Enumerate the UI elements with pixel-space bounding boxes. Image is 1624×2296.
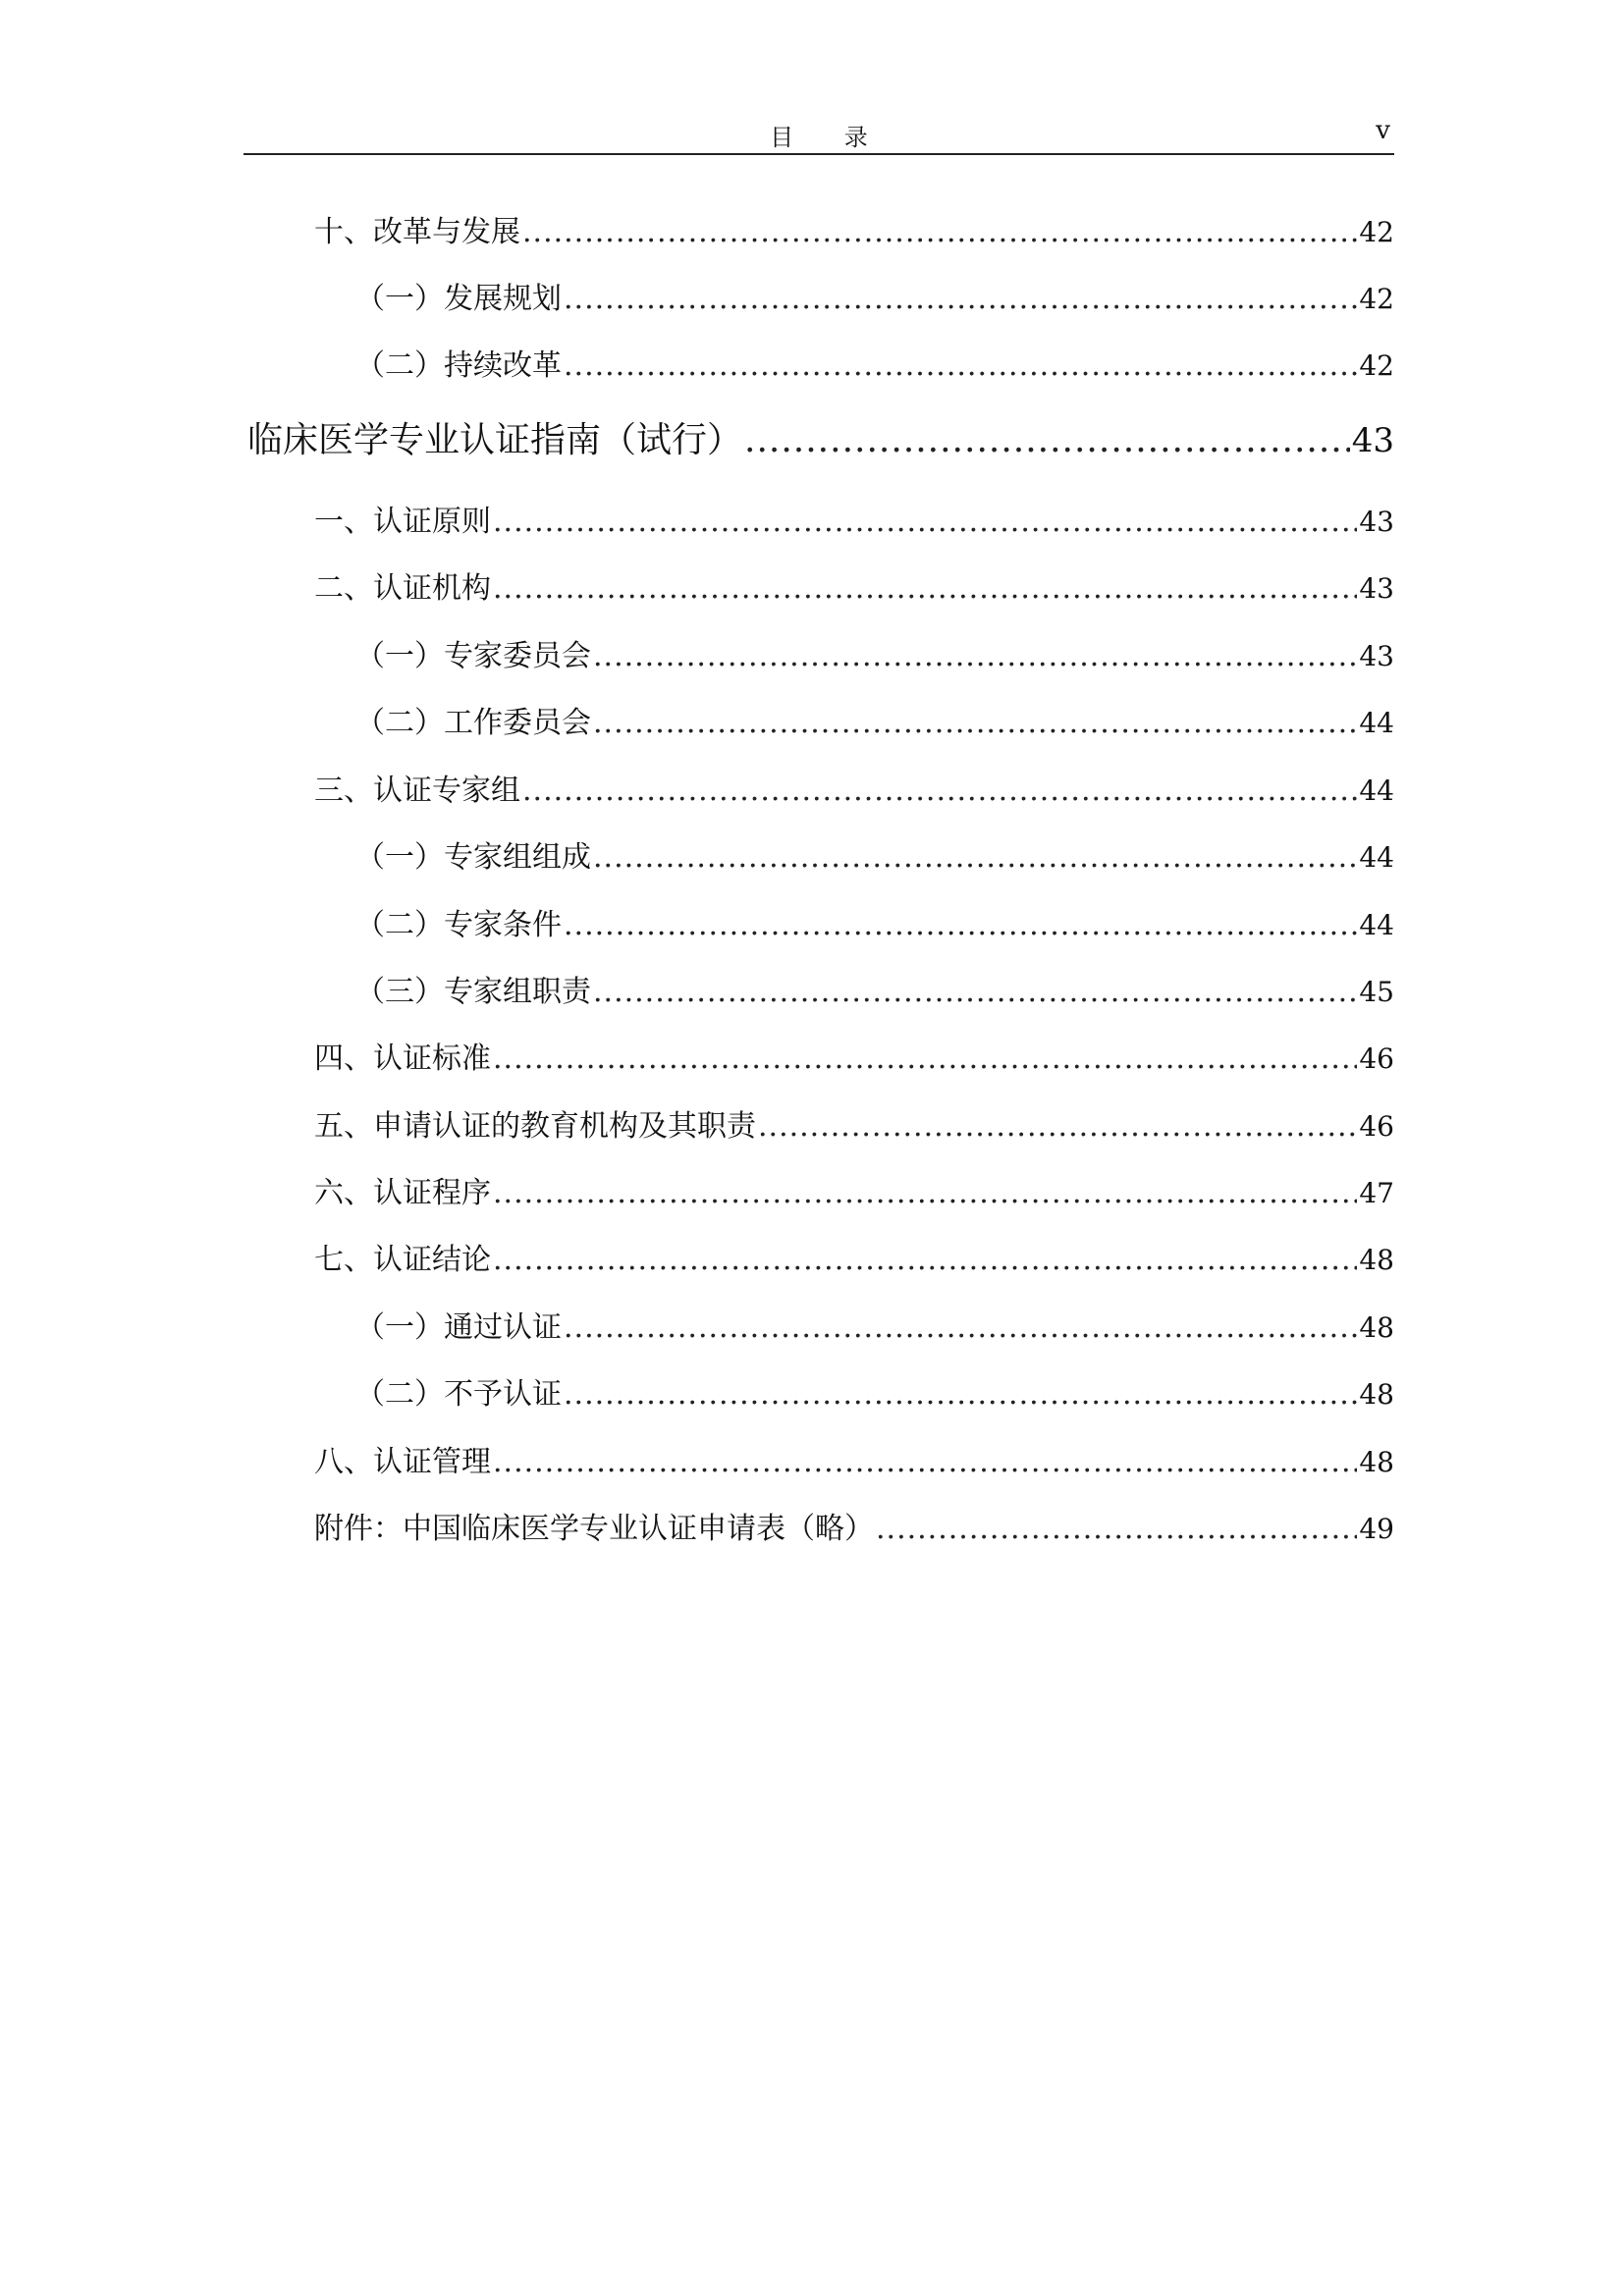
toc-entry-label: 十、改革与发展 bbox=[314, 215, 520, 249]
dot-leader bbox=[593, 704, 1357, 743]
toc-entry-page: 42 bbox=[1359, 216, 1394, 248]
dot-leader bbox=[493, 1174, 1357, 1213]
toc-entry-page: 43 bbox=[1351, 421, 1394, 460]
toc-entry-label: （三）专家组职责 bbox=[355, 975, 591, 1009]
toc-entry-page: 44 bbox=[1359, 909, 1394, 941]
toc-entry[interactable] bbox=[355, 280, 1394, 319]
dot-leader bbox=[493, 1443, 1357, 1482]
dot-leader bbox=[593, 838, 1357, 878]
toc-entry-page: 46 bbox=[1359, 1110, 1394, 1143]
toc-entry[interactable] bbox=[355, 906, 1394, 945]
toc-entry-label: （一）发展规划 bbox=[355, 282, 562, 316]
toc-entry[interactable] bbox=[314, 1040, 1394, 1079]
toc-entry[interactable] bbox=[314, 503, 1394, 542]
toc-entry-page: 43 bbox=[1359, 506, 1394, 538]
header-title: 目 录 bbox=[770, 124, 890, 151]
toc-entry[interactable] bbox=[247, 421, 1394, 460]
toc-entry-label: 一、认证原则 bbox=[314, 505, 491, 539]
toc-entry-page: 44 bbox=[1359, 841, 1394, 874]
toc-entry-page: 48 bbox=[1359, 1378, 1394, 1411]
toc-entry-label: （一）通过认证 bbox=[355, 1310, 562, 1345]
toc-entry-label: 七、认证结论 bbox=[314, 1243, 491, 1277]
dot-leader bbox=[522, 772, 1357, 811]
toc-entry-label: （二）工作委员会 bbox=[355, 706, 591, 740]
dot-leader bbox=[758, 1107, 1357, 1147]
dot-leader bbox=[564, 347, 1357, 386]
dot-leader bbox=[876, 1510, 1357, 1549]
toc-entry-label: （一）专家委员会 bbox=[355, 639, 591, 673]
toc-entry[interactable] bbox=[314, 1107, 1394, 1147]
toc-entry-page: 46 bbox=[1359, 1042, 1394, 1075]
toc-entry-label: 八、认证管理 bbox=[314, 1445, 491, 1479]
toc-entry[interactable] bbox=[355, 973, 1394, 1012]
toc-entry-page: 49 bbox=[1359, 1513, 1394, 1545]
toc-entry-label: 五、申请认证的教育机构及其职责 bbox=[314, 1109, 756, 1144]
dot-leader bbox=[493, 1040, 1357, 1079]
toc-entry-label: 三、认证专家组 bbox=[314, 774, 520, 808]
dot-leader bbox=[564, 1308, 1357, 1348]
toc-entry[interactable] bbox=[314, 213, 1394, 252]
toc-entry[interactable] bbox=[355, 704, 1394, 743]
toc-entry-label: 六、认证程序 bbox=[314, 1176, 491, 1210]
toc-entry-label: （一）专家组组成 bbox=[355, 840, 591, 875]
dot-leader bbox=[493, 1241, 1357, 1280]
toc-entry[interactable] bbox=[314, 1510, 1394, 1549]
dot-leader bbox=[564, 906, 1357, 945]
toc-entry[interactable] bbox=[314, 569, 1394, 609]
toc-entry[interactable] bbox=[314, 772, 1394, 811]
toc-entry-page: 44 bbox=[1359, 774, 1394, 807]
toc-entry-label: 二、认证机构 bbox=[314, 571, 491, 606]
toc-entry-page: 43 bbox=[1359, 640, 1394, 672]
toc-entry-page: 48 bbox=[1359, 1446, 1394, 1478]
toc-entry-page: 43 bbox=[1359, 572, 1394, 605]
toc-entry[interactable] bbox=[314, 1443, 1394, 1482]
toc-entry[interactable] bbox=[314, 1241, 1394, 1280]
toc-entry[interactable] bbox=[355, 1308, 1394, 1348]
toc-entry-page: 42 bbox=[1359, 283, 1394, 315]
toc-entry-label: （二）不予认证 bbox=[355, 1377, 562, 1412]
toc-entry-label: 附件：中国临床医学专业认证申请表（略） bbox=[314, 1512, 874, 1546]
toc-entry[interactable] bbox=[355, 637, 1394, 676]
dot-leader bbox=[522, 213, 1357, 252]
dot-leader bbox=[493, 503, 1357, 542]
toc-entry-page: 48 bbox=[1359, 1244, 1394, 1276]
header-page-number: v bbox=[1376, 116, 1390, 145]
toc-entry[interactable] bbox=[355, 347, 1394, 386]
toc-entry-label: （二）专家条件 bbox=[355, 908, 562, 942]
toc-entry-label: 四、认证标准 bbox=[314, 1041, 491, 1076]
dot-leader bbox=[593, 973, 1357, 1012]
toc-entry-page: 48 bbox=[1359, 1311, 1394, 1344]
dot-leader bbox=[744, 421, 1350, 460]
toc-entry-page: 47 bbox=[1359, 1177, 1394, 1209]
toc-entry-page: 45 bbox=[1359, 976, 1394, 1008]
toc-entry-label: 临床医学专业认证指南（试行） bbox=[247, 420, 743, 460]
dot-leader bbox=[493, 569, 1357, 609]
toc-entry[interactable] bbox=[314, 1174, 1394, 1213]
toc-entry[interactable] bbox=[355, 1375, 1394, 1415]
toc-entry-page: 42 bbox=[1359, 349, 1394, 382]
toc-entry-label: （二）持续改革 bbox=[355, 348, 562, 383]
toc-entry-page: 44 bbox=[1359, 707, 1394, 739]
toc-entry[interactable] bbox=[355, 838, 1394, 878]
dot-leader bbox=[564, 280, 1357, 319]
dot-leader bbox=[593, 637, 1357, 676]
dot-leader bbox=[564, 1375, 1357, 1415]
